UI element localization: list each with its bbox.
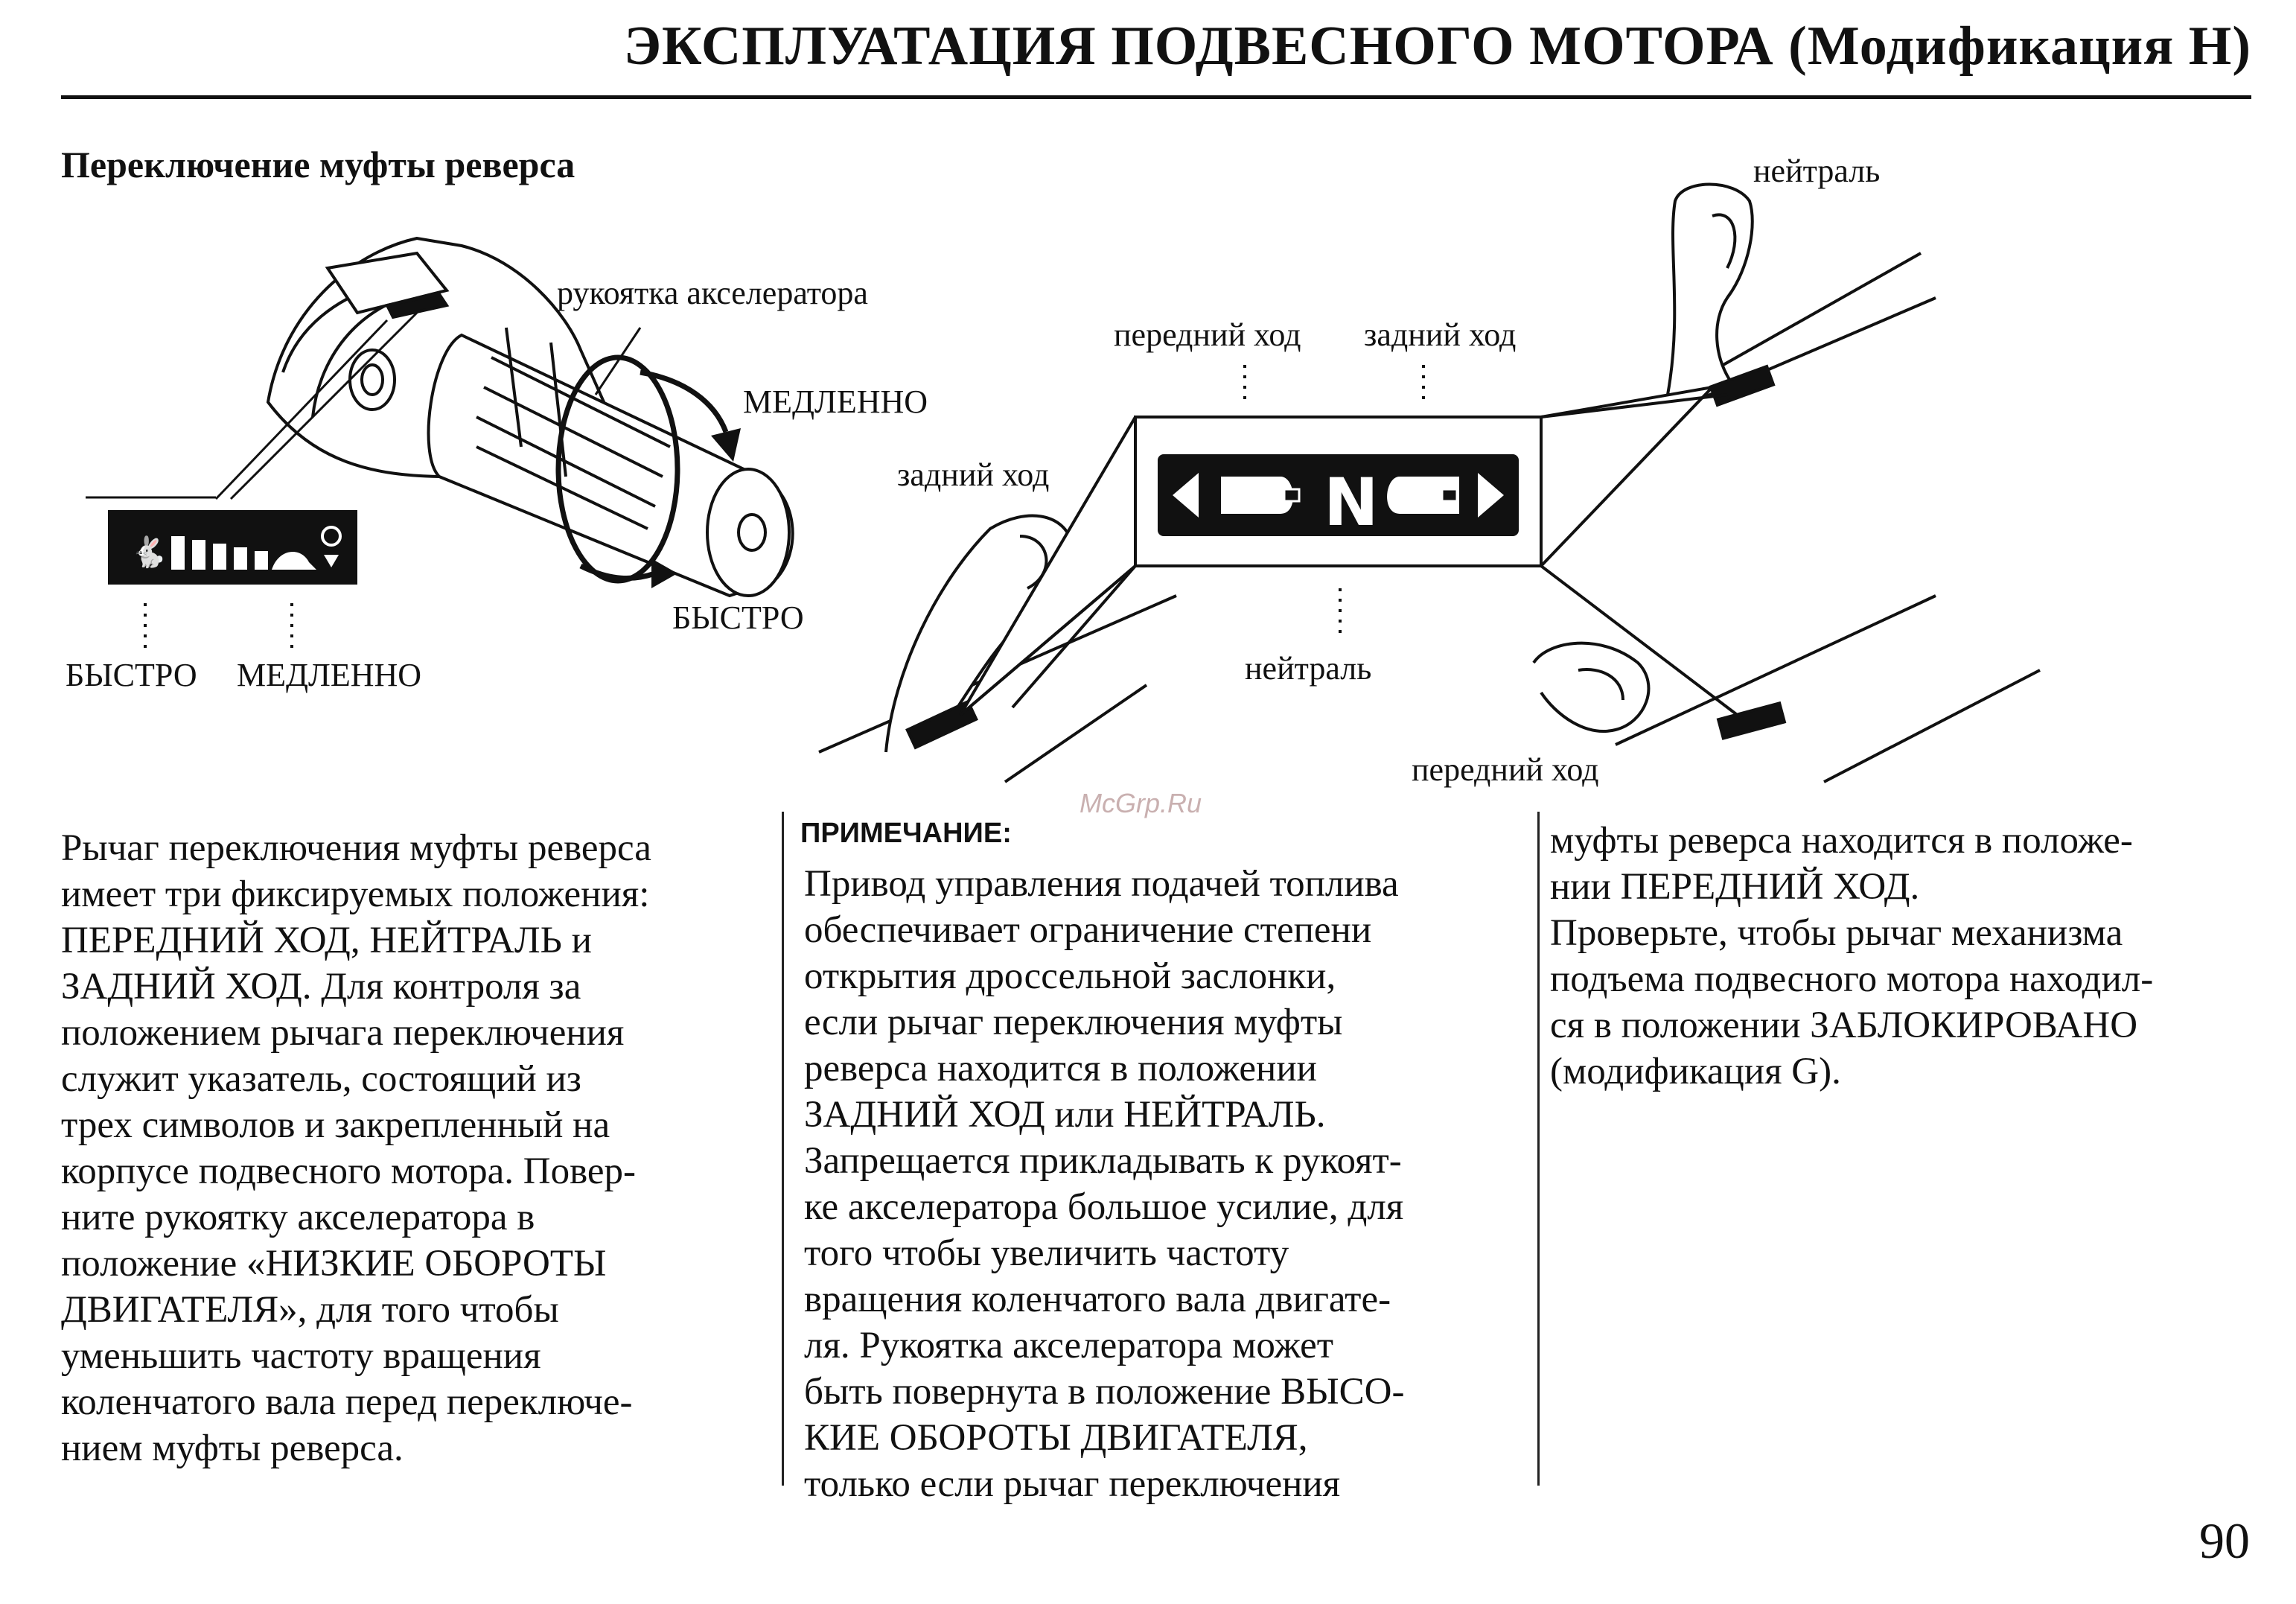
column-divider-left	[782, 812, 784, 1486]
reverse-label: задний ход	[1364, 316, 1517, 353]
speed-indicator-panel	[108, 510, 357, 648]
neutral-n-icon: N	[1324, 464, 1379, 541]
right-column-text: муфты реверса находится в положе- нии ПЕРЕДНИЙ ХОД. Проверьте, чтобы рычаг механизма подъема подвесного мотора находил- ся в положении ЗАБЛОКИРОВАНО (модификация G).	[1550, 820, 2154, 1092]
rabbit-icon: 🐇	[130, 535, 168, 570]
reverse-boat-icon	[1221, 477, 1293, 514]
gear-indicator-plate	[1158, 454, 1519, 541]
watermark: McGrp.Ru	[1080, 788, 1202, 818]
column-divider-right	[1537, 812, 1540, 1486]
neutral-center-label: нейтраль	[1245, 650, 1372, 687]
forward-label: передний ход	[1114, 316, 1301, 353]
note-heading: ПРИМЕЧАНИЕ:	[800, 818, 1012, 849]
indicator-slow-label: МЕДЛЕННО	[237, 657, 422, 693]
section-title: Переключение муфты реверса	[61, 144, 575, 185]
page-title: ЭКСПЛУАТАЦИЯ ПОДВЕСНОГО МОТОРА (Модификация H)	[623, 16, 2251, 77]
forward-lever-label: передний ход	[1412, 751, 1599, 788]
neutral-top-label: нейтраль	[1753, 153, 1881, 189]
page-number: 90	[2199, 1512, 2250, 1569]
reverse-lever-label: задний ход	[897, 456, 1050, 493]
indicator-fast-label: БЫСТРО	[66, 657, 197, 693]
throttle-grip-label: рукоятка акселератора	[557, 275, 868, 311]
slow-arrow-label: МЕДЛЕННО	[743, 384, 928, 420]
middle-column-text: Привод управления подачей топлива обеспечивает ограничение степени открытия дроссельной заслонки, если рычаг переключения муфты реверса находится в положении ЗАДНИЙ ХОД или НЕЙТРАЛЬ. Запрещается прикладывать к рукоят- ке акселератора большое усилие, для того чтобы увеличить частоту вращения коленчатого вала двигате- ля. Рукоятка акселератора может быть повернута в положение ВЫСО- КИЕ ОБОРОТЫ ДВИГАТЕЛЯ, только если рычаг переключения	[804, 863, 1405, 1505]
left-column-text: Рычаг переключения муфты реверса имеет три фиксируемых положения: ПЕРЕДНИЙ ХОД, НЕЙТРАЛЬ и ЗАДНИЙ ХОД. Для контроля за положением рычага переключения служит указатель, состоящий из трех символов и закрепленный на корпусе подвесного мотора. Повер- ните рукоятку акселератора в положение «НИЗКИЕ ОБОРОТЫ ДВИГАТЕЛЯ», для того чтобы уменьшить частоту вращения коленчатого вала перед переключе- нием муфты реверса.	[61, 827, 651, 1469]
fast-arrow-label: БЫСТРО	[672, 599, 804, 636]
